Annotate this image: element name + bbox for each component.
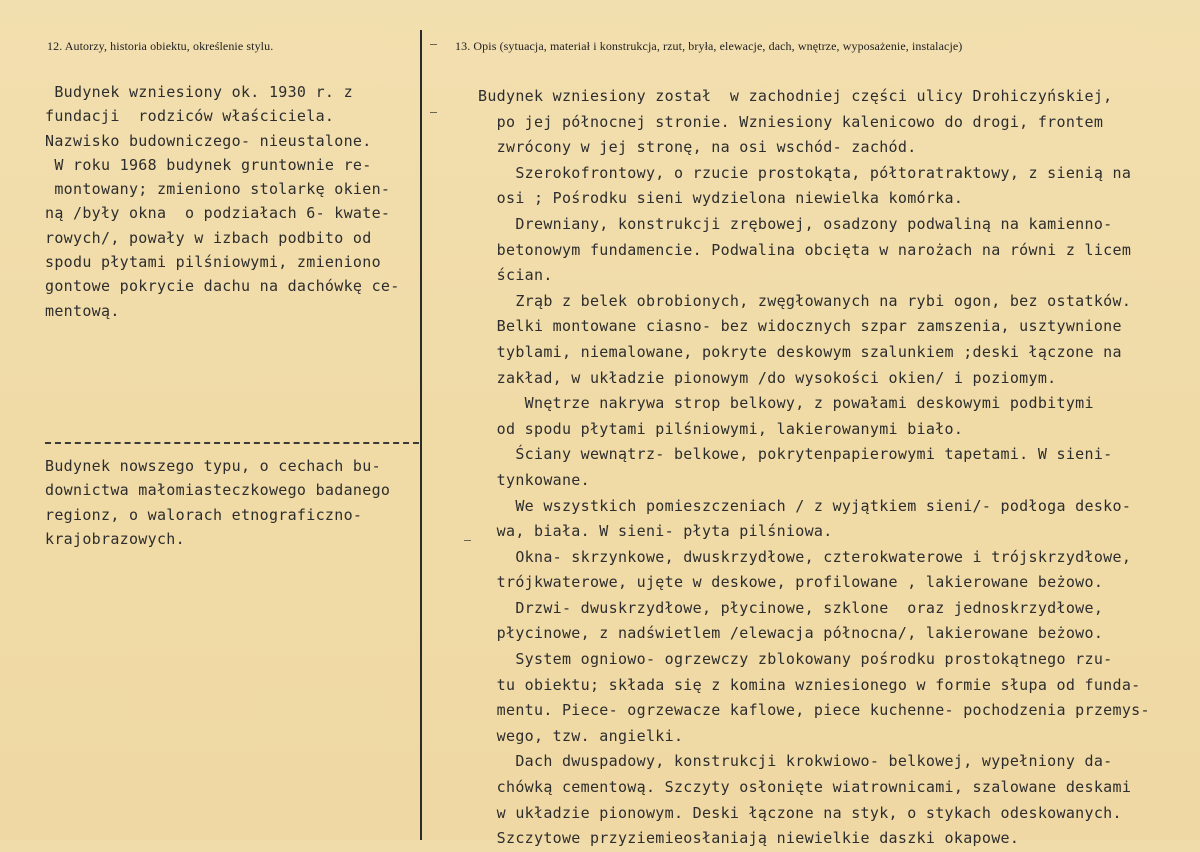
text-line: trójkwaterowe, ujęte w deskowe, profilowane , lakierowane beżowo. [478, 573, 1104, 592]
section-13-heading: 13. Opis (sytuacja, materiał i konstrukcja, rzut, bryła, elewacje, dach, wnętrze, wyposażenie, instalacje) [455, 39, 963, 53]
column-divider [420, 30, 422, 840]
text-line: downictwa małomiasteczkowego badanego [45, 481, 391, 500]
text-line: wego, tzw. angielki. [478, 726, 684, 745]
text-line: spodu płytami pilśniowymi, zmieniono [45, 253, 381, 272]
style-text-block [45, 454, 390, 551]
form-tick-mark [430, 112, 437, 113]
text-line: wa, biała. W sieni- płyta pilśniowa. [478, 522, 833, 541]
text-line: Szerokofrontowy, o rzucie prostokąta, półtoratraktowy, z sienią na [478, 163, 1132, 182]
text-line: krajobrazowych. [45, 529, 185, 548]
text-line: Wnętrze nakrywa strop belkowy, z powałami deskowymi podbitymi [478, 394, 1094, 413]
description-text-block [478, 84, 1150, 852]
text-line: Belki montowane ciasno- bez widocznych szpar zamszenia, usztywnione [478, 317, 1122, 336]
text-line: Budynek wzniesiony ok. 1930 r. z [45, 83, 353, 101]
text-line: fundacji rodziców właściciela. [45, 107, 335, 126]
text-line: od spodu płytami pilśniowymi, lakierowanymi biało. [478, 419, 964, 438]
text-line: płycinowe, z nadświetlem /elewacja północna/, lakierowane beżowo. [478, 624, 1104, 643]
text-line: mentu. Piece- ogrzewacze kaflowe, piece kuchenne- pochodzenia przemys- [478, 701, 1150, 720]
text-line: Budynek wzniesiony został w zachodniej części ulicy Drohiczyńskiej, [478, 87, 1113, 105]
text-line: Szczytowe przyziemieosłaniają niewielkie daszki okapowe. [478, 829, 1020, 848]
text-line: Drzwi- dwuskrzydłowe, płycinowe, szklone oraz jednoskrzydłowe, [478, 598, 1104, 617]
text-line: System ogniowo- ogrzewczy zblokowany pośrodku prostokątnego rzu- [478, 650, 1113, 669]
text-line: zwrócony w jej stronę, na osi wschód- zachód. [478, 138, 917, 157]
text-line: regionz, o walorach etnograficzno- [45, 505, 363, 524]
text-line: Ściany wewnątrz- belkowe, pokrytenpapierowymi tapetami. W sieni- [478, 445, 1113, 464]
text-line: zakład, w układzie pionowym /do wysokości okien/ i poziomym. [478, 368, 1057, 387]
text-line: Dach dwuspadowy, konstrukcji krokwiowo- belkowej, wypełniony da- [478, 752, 1113, 771]
text-line: w układzie pionowym. Deski łączone na styk, o stykach odeskowanych. [478, 803, 1122, 822]
text-line: osi ; Pośrodku sieni wydzielona niewielka komórka. [478, 189, 964, 208]
text-line: Zrąb z belek obrobionych, zwęgłowanych na rybi ogon, bez ostatków. [478, 291, 1132, 310]
text-line: ną /były okna o podziałach 6- kwate- [45, 204, 391, 223]
text-line: ścian. [478, 266, 553, 285]
form-tick-mark [464, 540, 471, 541]
section-divider-dashed [45, 442, 419, 444]
text-line: tynkowane. [478, 470, 590, 489]
text-line: Okna- skrzynkowe, dwuskrzydłowe, czterokwaterowe i trójskrzydłowe, [478, 547, 1132, 566]
section-12-heading: 12. Autorzy, historia obiektu, określenie stylu. [47, 39, 274, 53]
text-line: Nazwisko budowniczego- nieustalone. [45, 131, 372, 150]
text-line: montowany; zmieniono stolarkę okien- [45, 180, 391, 199]
text-line: betonowym fundamencie. Podwalina obcięta w narożach na równi z licem [478, 240, 1132, 259]
text-line: tu obiektu; składa się z komina wzniesionego w formie słupa od funda- [478, 675, 1141, 694]
form-tick-mark [430, 44, 437, 45]
text-line: po jej północnej stronie. Wzniesiony kalenicowo do drogi, frontem [478, 112, 1104, 131]
text-line: mentową. [45, 301, 120, 320]
text-line: We wszystkich pomieszczeniach / z wyjątkiem sieni/- podłoga desko- [478, 496, 1132, 515]
text-line: tyblami, niemalowane, pokryte deskowym szalunkiem ;deski łączone na [478, 342, 1122, 361]
text-line: W roku 1968 budynek gruntownie re- [45, 155, 372, 174]
text-line: rowych/, powały w izbach podbito od [45, 228, 372, 247]
text-line: gontowe pokrycie dachu na dachówkę ce- [45, 277, 400, 296]
text-line: Drewniany, konstrukcji zrębowej, osadzony podwaliną na kamienno- [478, 214, 1113, 233]
text-line: chówką cementową. Szczyty osłonięte wiatrownicami, szalowane deskami [478, 778, 1132, 797]
history-text-block [45, 80, 400, 323]
text-line: Budynek nowszego typu, o cechach bu- [45, 457, 381, 475]
